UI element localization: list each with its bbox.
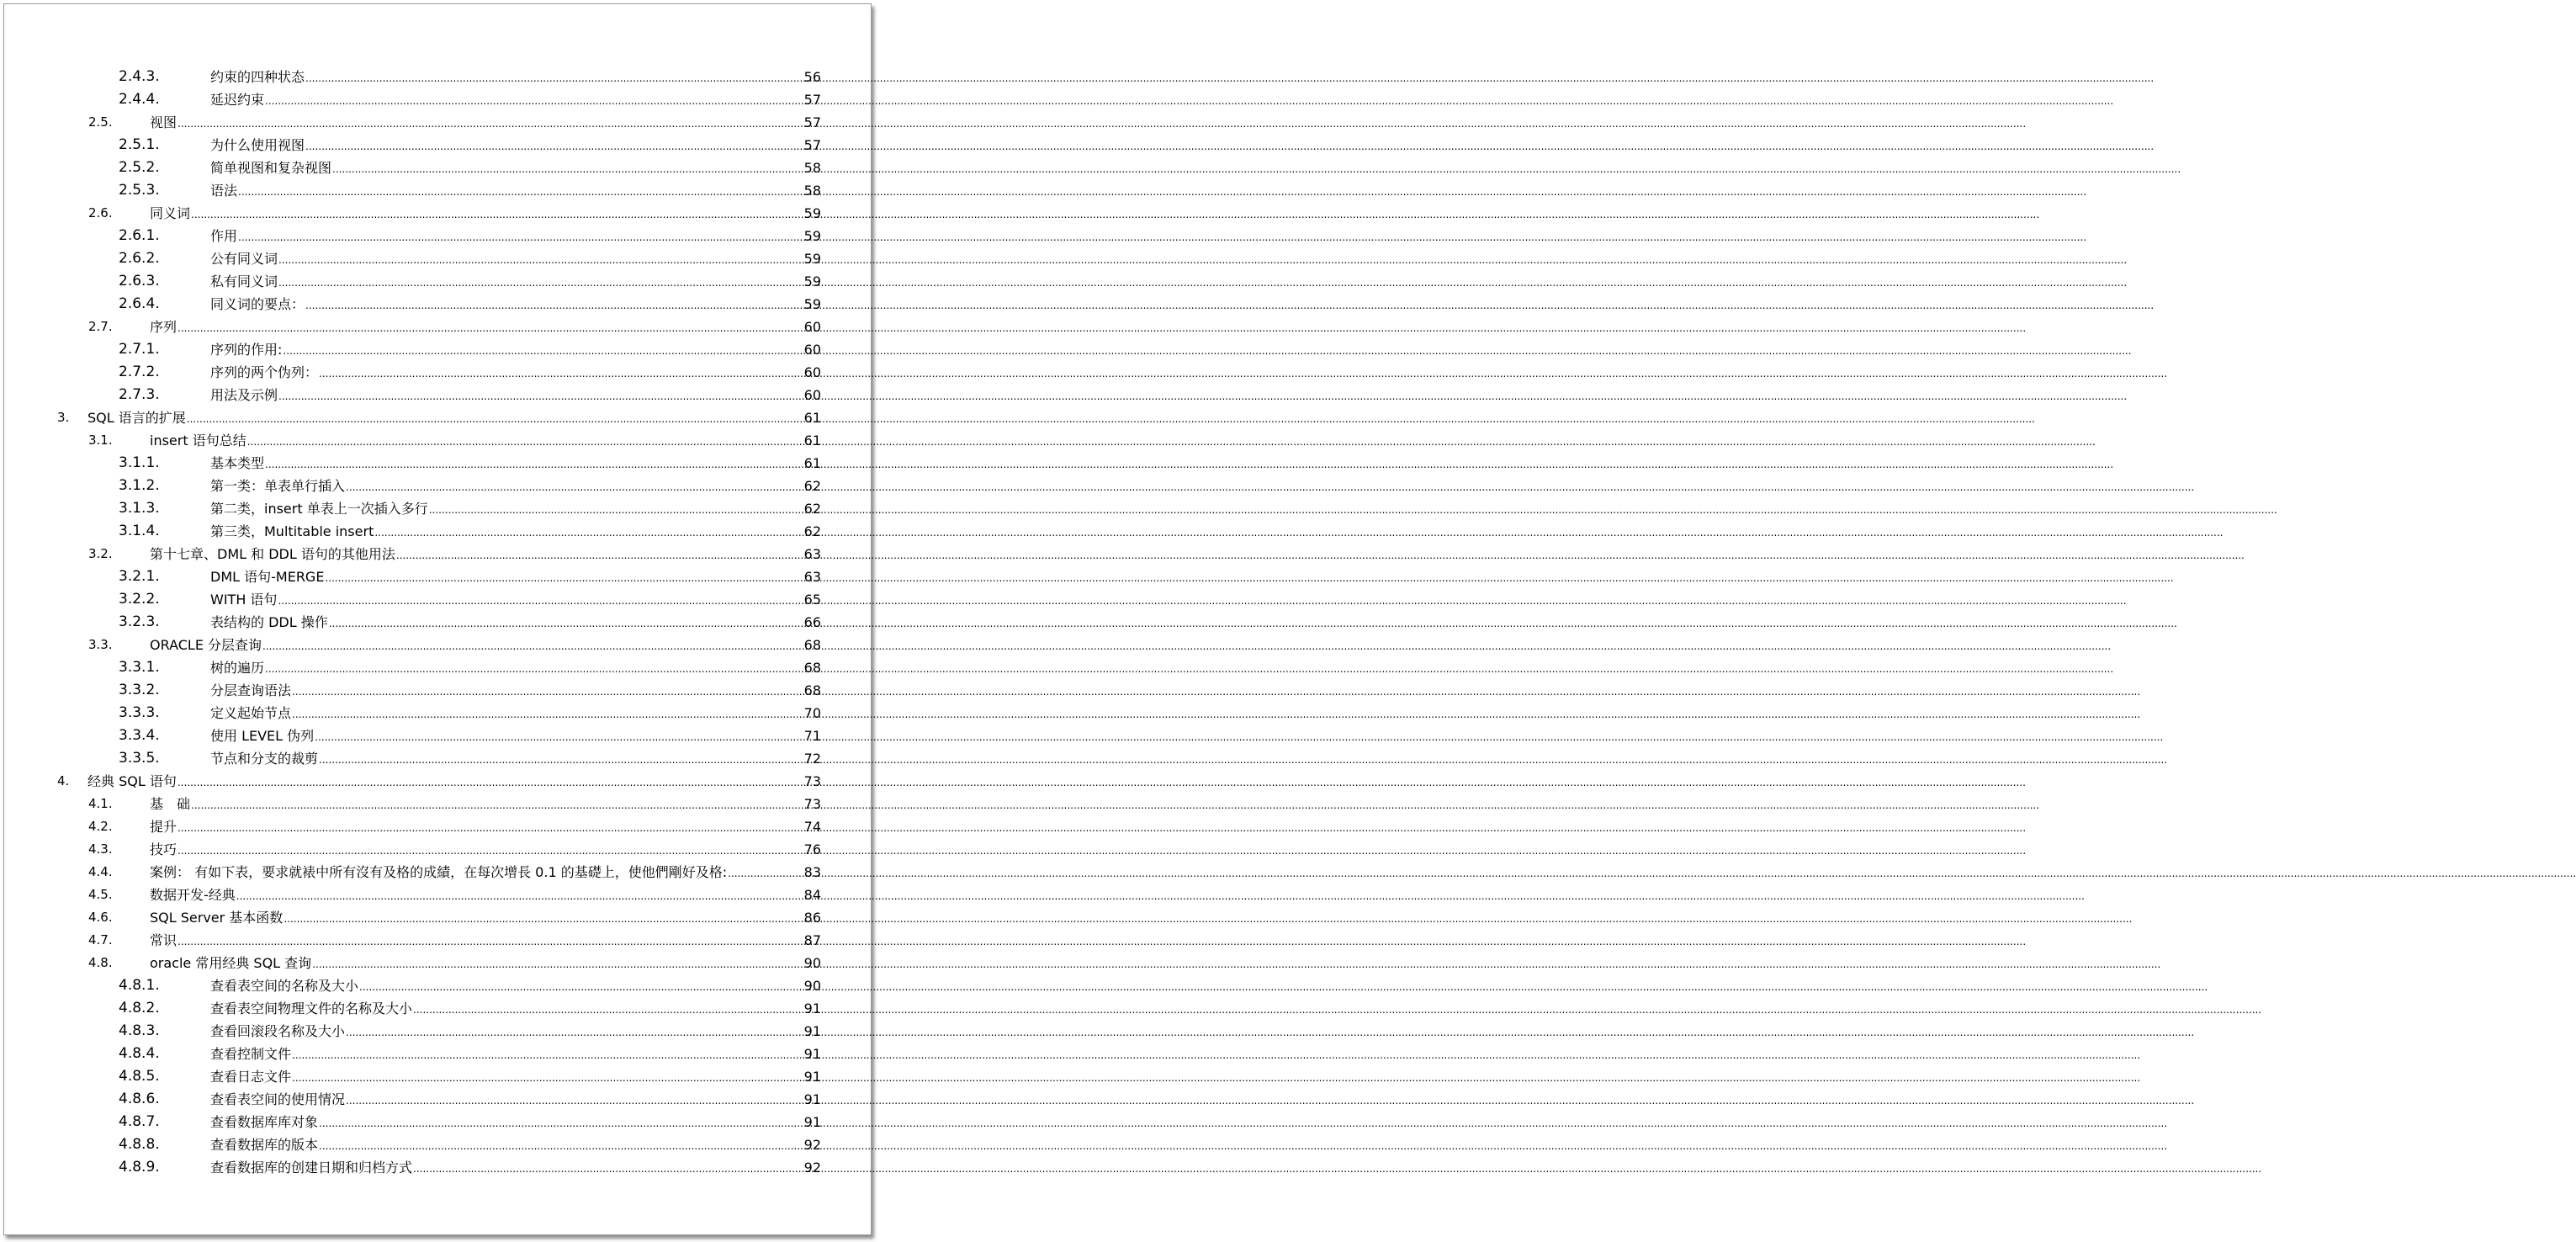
toc-entry-number: 4.2. xyxy=(88,819,113,834)
toc-entry-number: 4.8.4. xyxy=(119,1045,160,1062)
toc-dot-leader xyxy=(265,658,2113,681)
toc-entry[interactable] xyxy=(0,679,878,702)
toc-entry-number: 4.8. xyxy=(88,955,113,970)
toc-entry-title-wrap xyxy=(210,134,801,157)
toc-entry-title-wrap xyxy=(210,497,801,520)
toc-entry-page-number: 92 xyxy=(803,1137,821,1153)
toc-entry[interactable] xyxy=(0,565,878,588)
toc-dot-leader xyxy=(305,67,2154,90)
toc-entry-title: 语法 xyxy=(210,183,238,199)
toc-entry-page-number: 91 xyxy=(803,1046,821,1062)
toc-dot-leader xyxy=(319,1135,2167,1158)
toc-entry-number: 3.1.4. xyxy=(119,523,160,539)
toc-entry-number: 4.8.5. xyxy=(119,1068,160,1085)
toc-entry[interactable] xyxy=(0,770,878,793)
toc-entry-page-number: 91 xyxy=(803,1069,821,1085)
toc-entry-number: 3.3.5. xyxy=(119,750,160,767)
toc-entry[interactable] xyxy=(0,66,878,88)
toc-entry-page-number: 68 xyxy=(803,682,821,698)
toc-entry-number: 3.3.1. xyxy=(119,659,160,676)
toc-entry[interactable] xyxy=(0,1111,878,1133)
toc-entry-page-number: 68 xyxy=(803,660,821,676)
toc-dot-leader xyxy=(191,794,2039,817)
toc-entry-page-number: 58 xyxy=(803,183,821,199)
toc-entry-title-wrap xyxy=(210,565,801,588)
toc-entry-number: 3.3.4. xyxy=(119,727,160,744)
toc-entry-number: 3.3.3. xyxy=(119,704,160,721)
toc-entry-title: 第二类，insert 单表上一次插入多行 xyxy=(210,501,428,517)
toc-entry-title: 案例： 有如下表，要求就裱中所有沒有及格的成績，在每次增長 0.1 的基礎上，使他們剛好及格: xyxy=(150,864,728,880)
toc-entry-number: 2.7.3. xyxy=(119,386,160,403)
toc-entry-page-number: 57 xyxy=(803,92,821,108)
toc-dot-leader xyxy=(374,522,2223,544)
toc-entry-page-number: 65 xyxy=(803,592,821,608)
toc-entry-title-wrap xyxy=(210,974,801,997)
toc-dot-leader xyxy=(178,317,2026,340)
toc-entry-page-number: 70 xyxy=(803,705,821,721)
toc-entry-title: insert 语句总结 xyxy=(150,433,246,448)
toc-entry-page-number: 57 xyxy=(803,137,821,153)
toc-entry-title-wrap xyxy=(210,384,801,406)
toc-dot-leader xyxy=(238,226,2086,249)
toc-entry[interactable] xyxy=(0,270,878,293)
toc-dot-leader xyxy=(278,385,2127,408)
toc-entry-title-wrap xyxy=(210,1156,801,1179)
toc-entry-number: 2.5.1. xyxy=(119,136,160,153)
toc-entry-number: 2.6.2. xyxy=(119,250,160,267)
toc-entry-number: 4.8.3. xyxy=(119,1022,160,1039)
toc-entry-page-number: 58 xyxy=(803,160,821,176)
toc-dot-leader xyxy=(191,204,2039,226)
toc-entry-number: 4.6. xyxy=(88,910,113,925)
toc-entry-page-number: 61 xyxy=(803,410,821,426)
toc-entry-title: 查看控制文件 xyxy=(210,1046,292,1062)
toc-entry[interactable] xyxy=(0,1065,878,1088)
toc-dot-leader xyxy=(319,1112,2167,1135)
toc-entry-page-number: 83 xyxy=(803,864,821,880)
toc-entry-page-number: 63 xyxy=(803,546,821,562)
toc-entry-number: 3.3.2. xyxy=(119,682,160,698)
toc-entry[interactable] xyxy=(0,1133,878,1156)
toc-entry-title-wrap xyxy=(210,361,801,384)
toc-entry[interactable] xyxy=(0,475,878,497)
toc-dot-leader xyxy=(319,363,2167,385)
toc-entry-title-wrap xyxy=(210,656,801,679)
toc-dot-leader xyxy=(284,908,2132,931)
toc-entry[interactable] xyxy=(0,497,878,520)
toc-entry-number: 4.3. xyxy=(88,841,113,857)
toc-dot-leader xyxy=(319,749,2167,772)
toc-entry-title-wrap xyxy=(210,1065,801,1088)
toc-entry-title-wrap xyxy=(150,952,801,974)
toc-entry-page-number: 61 xyxy=(803,433,821,448)
toc-entry[interactable] xyxy=(0,543,878,565)
toc-dot-leader xyxy=(329,613,2177,635)
toc-dot-leader xyxy=(236,885,2085,908)
toc-entry-number: 2.6. xyxy=(88,205,113,220)
toc-entry[interactable] xyxy=(0,316,878,338)
toc-entry[interactable] xyxy=(0,952,878,974)
toc-entry[interactable] xyxy=(0,724,878,747)
toc-entry-number: 4.8.2. xyxy=(119,1000,160,1016)
toc-dot-leader xyxy=(238,181,2086,204)
toc-entry[interactable] xyxy=(0,611,878,634)
toc-entry-page-number: 63 xyxy=(803,569,821,585)
toc-entry-title: 节点和分支的裁剪 xyxy=(210,751,319,767)
toc-entry-title-wrap xyxy=(210,997,801,1020)
toc-entry-title-wrap xyxy=(210,1020,801,1043)
toc-dot-leader xyxy=(178,840,2026,862)
toc-entry-title: 树的遍历 xyxy=(210,660,265,676)
toc-entry-page-number: 86 xyxy=(803,910,821,926)
toc-entry-number: 4.8.9. xyxy=(119,1159,160,1176)
toc-entry-page-number: 91 xyxy=(803,1000,821,1016)
toc-entry[interactable] xyxy=(0,906,878,929)
toc-entry-title: 为什么使用视图 xyxy=(210,137,305,153)
toc-entry-title-wrap xyxy=(150,316,801,338)
toc-entry-title: 用法及示例 xyxy=(210,387,278,403)
toc-entry-number: 4.1. xyxy=(88,796,113,811)
toc-entry-title-wrap xyxy=(210,1111,801,1133)
toc-entry[interactable] xyxy=(0,815,878,838)
toc-entry-title-wrap xyxy=(210,520,801,543)
toc-entry-title-wrap xyxy=(210,88,801,111)
toc-entry-page-number: 90 xyxy=(803,955,821,971)
toc-entry[interactable] xyxy=(0,88,878,111)
toc-entry-title: 第三类，Multitable insert xyxy=(210,523,374,539)
toc-entry-title: 约束的四种状态 xyxy=(210,69,305,85)
toc-dot-leader xyxy=(396,544,2245,567)
toc-dot-leader xyxy=(332,158,2181,181)
table-of-contents xyxy=(0,66,878,1179)
toc-dot-leader xyxy=(278,272,2127,295)
toc-entry-number: 2.4.3. xyxy=(119,68,160,85)
toc-dot-leader xyxy=(305,295,2154,317)
toc-entry-number: 4.8.7. xyxy=(119,1113,160,1130)
toc-dot-leader xyxy=(315,726,2163,749)
toc-entry[interactable] xyxy=(0,225,878,247)
toc-dot-leader xyxy=(292,1044,2140,1067)
toc-entry-title-wrap xyxy=(210,679,801,702)
toc-entry-title-wrap xyxy=(210,702,801,724)
toc-dot-leader xyxy=(728,862,2576,885)
toc-entry-title: 查看日志文件 xyxy=(210,1069,292,1085)
toc-entry-title-wrap xyxy=(210,1088,801,1111)
toc-entry[interactable] xyxy=(0,157,878,179)
document-page xyxy=(0,0,878,1242)
toc-entry[interactable] xyxy=(0,384,878,406)
toc-entry[interactable] xyxy=(0,793,878,815)
toc-entry-title-wrap xyxy=(210,270,801,293)
toc-entry-number: 4.8.8. xyxy=(119,1136,160,1153)
toc-entry-number: 4.4. xyxy=(88,864,113,879)
toc-entry[interactable] xyxy=(0,588,878,611)
toc-entry-title: 同义词 xyxy=(150,205,191,221)
toc-entry-page-number: 60 xyxy=(803,387,821,403)
toc-entry-page-number: 73 xyxy=(803,796,821,812)
toc-entry-title-wrap xyxy=(210,247,801,270)
toc-entry[interactable] xyxy=(0,861,878,884)
toc-entry-title: 提升 xyxy=(150,819,178,835)
toc-entry-title-wrap xyxy=(210,611,801,634)
toc-dot-leader xyxy=(178,817,2026,840)
toc-entry-title-wrap xyxy=(150,929,801,952)
toc-entry-page-number: 60 xyxy=(803,319,821,335)
toc-entry[interactable] xyxy=(0,361,878,384)
toc-entry-title: 经典 SQL 语句 xyxy=(87,773,177,789)
toc-entry-title-wrap xyxy=(150,906,801,929)
toc-dot-leader xyxy=(359,976,2208,999)
toc-entry-number: 3.1.2. xyxy=(119,477,160,494)
toc-entry-number: 3.3. xyxy=(88,637,113,652)
toc-entry-title: 查看表空间的名称及大小 xyxy=(210,978,359,994)
toc-entry-title: 简单视图和复杂视图 xyxy=(210,160,332,176)
toc-entry-number: 2.5. xyxy=(88,114,113,130)
toc-entry-number: 4.7. xyxy=(88,932,113,947)
toc-entry-number: 2.7.1. xyxy=(119,341,160,358)
toc-entry-title: 查看数据库的创建日期和归档方式 xyxy=(210,1160,413,1176)
toc-entry-title: 序列的作用: xyxy=(210,342,283,358)
toc-entry-title-wrap xyxy=(210,724,801,747)
toc-entry-page-number: 76 xyxy=(803,841,821,857)
toc-dot-leader xyxy=(292,703,2140,726)
toc-dot-leader xyxy=(247,431,2096,454)
toc-entry-page-number: 72 xyxy=(803,751,821,767)
toc-entry-title: 定义起始节点 xyxy=(210,705,292,721)
toc-entry[interactable] xyxy=(0,1088,878,1111)
toc-entry[interactable] xyxy=(0,1156,878,1179)
toc-entry-title: 延迟约束 xyxy=(210,92,265,108)
toc-entry-title-wrap xyxy=(210,157,801,179)
toc-entry-page-number: 90 xyxy=(803,978,821,994)
toc-entry-title-wrap xyxy=(150,543,801,565)
toc-entry-title-wrap xyxy=(150,202,801,225)
toc-dot-leader xyxy=(413,999,2261,1022)
toc-entry-title-wrap xyxy=(150,884,801,906)
toc-entry-title-wrap xyxy=(150,838,801,861)
toc-entry-number: 3.1.1. xyxy=(119,454,160,471)
toc-entry-number: 2.6.4. xyxy=(119,295,160,312)
toc-entry-title: 作用 xyxy=(210,228,238,244)
toc-entry-title: 数据开发-经典 xyxy=(150,887,236,903)
toc-entry-title: 查看数据库库对象 xyxy=(210,1114,319,1130)
toc-entry-page-number: 74 xyxy=(803,819,821,835)
toc-entry[interactable] xyxy=(0,838,878,861)
toc-entry-title: 表结构的 DDL 操作 xyxy=(210,614,328,630)
toc-entry-title: 常识 xyxy=(150,932,178,948)
toc-entry-title: SQL 语言的扩展 xyxy=(87,410,186,426)
toc-entry[interactable] xyxy=(0,1020,878,1043)
toc-dot-leader xyxy=(278,590,2126,613)
toc-entry-title: 序列 xyxy=(150,319,178,335)
toc-dot-leader xyxy=(292,1067,2140,1090)
toc-entry-title: 查看数据库的版本 xyxy=(210,1137,319,1153)
toc-entry-title: 查看表空间的使用情况 xyxy=(210,1091,346,1107)
toc-entry[interactable] xyxy=(0,247,878,270)
toc-entry[interactable] xyxy=(0,702,878,724)
toc-entry-title-wrap xyxy=(210,475,801,497)
toc-entry[interactable] xyxy=(0,747,878,770)
toc-entry-number: 4.5. xyxy=(88,887,113,902)
toc-entry-title-wrap xyxy=(150,861,801,884)
toc-entry-title: 基本类型 xyxy=(210,455,265,471)
toc-entry-page-number: 62 xyxy=(803,478,821,494)
toc-entry-title-wrap xyxy=(210,179,801,202)
toc-entry-title-wrap xyxy=(150,815,801,838)
toc-entry-page-number: 59 xyxy=(803,228,821,244)
toc-dot-leader xyxy=(346,1022,2194,1044)
toc-entry-title: ORACLE 分层查询 xyxy=(150,637,262,653)
toc-dot-leader xyxy=(178,931,2026,953)
toc-entry-page-number: 62 xyxy=(803,501,821,517)
toc-dot-leader xyxy=(346,476,2194,499)
toc-entry-title-wrap xyxy=(210,588,801,611)
toc-entry-page-number: 62 xyxy=(803,523,821,539)
toc-entry-title: 第一类：单表单行插入 xyxy=(210,478,346,494)
toc-entry[interactable] xyxy=(0,974,878,997)
toc-entry-title-wrap xyxy=(210,1133,801,1156)
toc-entry[interactable] xyxy=(0,111,878,134)
toc-entry-title-wrap xyxy=(210,747,801,770)
toc-entry-title: 分层查询语法 xyxy=(210,682,292,698)
toc-entry-title-wrap xyxy=(210,338,801,361)
toc-entry[interactable] xyxy=(0,202,878,225)
toc-entry[interactable] xyxy=(0,293,878,316)
toc-dot-leader xyxy=(178,772,2026,794)
toc-entry-title: 同义词的要点： xyxy=(210,296,305,312)
toc-entry-title: 私有同义词 xyxy=(210,273,278,289)
toc-entry-title-wrap xyxy=(87,770,801,793)
toc-entry-title-wrap xyxy=(87,406,801,429)
toc-entry-title: SQL Server 基本函数 xyxy=(150,910,284,926)
toc-dot-leader xyxy=(187,408,2035,431)
toc-entry[interactable] xyxy=(0,634,878,656)
toc-dot-leader xyxy=(429,499,2277,522)
toc-entry-page-number: 87 xyxy=(803,932,821,948)
toc-entry-number: 2.7.2. xyxy=(119,364,160,380)
toc-entry-page-number: 71 xyxy=(803,728,821,744)
toc-entry-page-number: 66 xyxy=(803,614,821,630)
toc-entry-title: 序列的两个伪列： xyxy=(210,364,319,380)
toc-dot-leader xyxy=(413,1158,2261,1181)
toc-entry-title-wrap xyxy=(210,293,801,316)
toc-entry-title-wrap xyxy=(150,634,801,656)
toc-entry[interactable] xyxy=(0,179,878,202)
toc-entry-number: 2.4.4. xyxy=(119,91,160,108)
toc-entry-number: 2.5.3. xyxy=(119,182,160,199)
toc-entry-page-number: 59 xyxy=(803,251,821,267)
toc-entry-number: 3.2.2. xyxy=(119,591,160,608)
toc-entry-number: 3.1. xyxy=(88,433,113,448)
toc-entry-title-wrap xyxy=(210,66,801,88)
toc-entry-number: 4. xyxy=(57,773,70,788)
toc-entry-page-number: 59 xyxy=(803,205,821,221)
toc-entry-title: 查看表空间物理文件的名称及大小 xyxy=(210,1000,413,1016)
toc-entry-page-number: 60 xyxy=(803,364,821,380)
toc-entry-number: 4.8.1. xyxy=(119,977,160,994)
toc-entry-page-number: 56 xyxy=(803,69,821,85)
toc-dot-leader xyxy=(346,1090,2194,1112)
toc-dot-leader xyxy=(278,249,2127,272)
toc-entry[interactable] xyxy=(0,134,878,157)
toc-entry-title: DML 语句-MERGE xyxy=(210,569,325,585)
toc-entry-page-number: 57 xyxy=(803,114,821,130)
toc-entry-number: 2.6.3. xyxy=(119,273,160,289)
toc-entry-page-number: 73 xyxy=(803,773,821,789)
toc-entry-page-number: 60 xyxy=(803,342,821,358)
toc-entry-page-number: 91 xyxy=(803,1091,821,1107)
toc-entry-number: 2.7. xyxy=(88,319,113,334)
toc-entry-title-wrap xyxy=(150,793,801,815)
toc-entry-number: 2.5.2. xyxy=(119,159,160,176)
toc-entry-title-wrap xyxy=(150,111,801,134)
toc-entry-title-wrap xyxy=(150,429,801,452)
toc-entry-page-number: 59 xyxy=(803,296,821,312)
toc-entry-number: 4.8.6. xyxy=(119,1091,160,1107)
toc-dot-leader xyxy=(265,90,2113,113)
toc-entry-title: WITH 语句 xyxy=(210,592,278,608)
toc-entry-title: 视图 xyxy=(150,114,178,130)
toc-entry[interactable] xyxy=(0,520,878,543)
toc-entry-title: 查看回滚段名称及大小 xyxy=(210,1023,346,1039)
toc-entry[interactable] xyxy=(0,452,878,475)
toc-entry[interactable] xyxy=(0,429,878,452)
toc-entry-number: 3.2.1. xyxy=(119,568,160,585)
toc-entry-title: 使用 LEVEL 伪列 xyxy=(210,728,315,744)
toc-entry-number: 3.2.3. xyxy=(119,613,160,630)
toc-entry-number: 3.1.3. xyxy=(119,500,160,517)
toc-entry[interactable] xyxy=(0,406,878,429)
toc-entry[interactable] xyxy=(0,884,878,906)
toc-entry[interactable] xyxy=(0,656,878,679)
toc-entry-page-number: 68 xyxy=(803,637,821,653)
toc-dot-leader xyxy=(312,953,2160,976)
toc-entry-title: oracle 常用经典 SQL 查询 xyxy=(150,955,312,971)
toc-entry[interactable] xyxy=(0,338,878,361)
toc-entry-title: 基 础 xyxy=(150,796,191,812)
toc-dot-leader xyxy=(178,113,2026,135)
toc-dot-leader xyxy=(265,454,2113,476)
toc-dot-leader xyxy=(283,340,2131,363)
toc-entry-page-number: 61 xyxy=(803,455,821,471)
toc-entry-number: 3. xyxy=(57,410,70,425)
toc-entry-page-number: 92 xyxy=(803,1160,821,1176)
toc-entry-number: 2.6.1. xyxy=(119,227,160,244)
toc-entry[interactable] xyxy=(0,929,878,952)
toc-entry-title-wrap xyxy=(210,1043,801,1065)
toc-entry-title: 公有同义词 xyxy=(210,251,278,267)
toc-entry-title: 第十七章、DML 和 DDL 语句的其他用法 xyxy=(150,546,395,562)
toc-entry[interactable] xyxy=(0,997,878,1020)
toc-dot-leader xyxy=(325,567,2173,590)
toc-entry-page-number: 91 xyxy=(803,1023,821,1039)
toc-entry-number: 3.2. xyxy=(88,546,113,561)
toc-dot-leader xyxy=(292,681,2140,703)
toc-entry-title: 技巧 xyxy=(150,841,178,857)
toc-dot-leader xyxy=(305,135,2154,158)
toc-dot-leader xyxy=(262,635,2111,658)
toc-entry-title-wrap xyxy=(210,452,801,475)
toc-entry[interactable] xyxy=(0,1043,878,1065)
toc-entry-page-number: 91 xyxy=(803,1114,821,1130)
toc-entry-page-number: 59 xyxy=(803,273,821,289)
toc-entry-title-wrap xyxy=(210,225,801,247)
toc-entry-page-number: 84 xyxy=(803,887,821,903)
